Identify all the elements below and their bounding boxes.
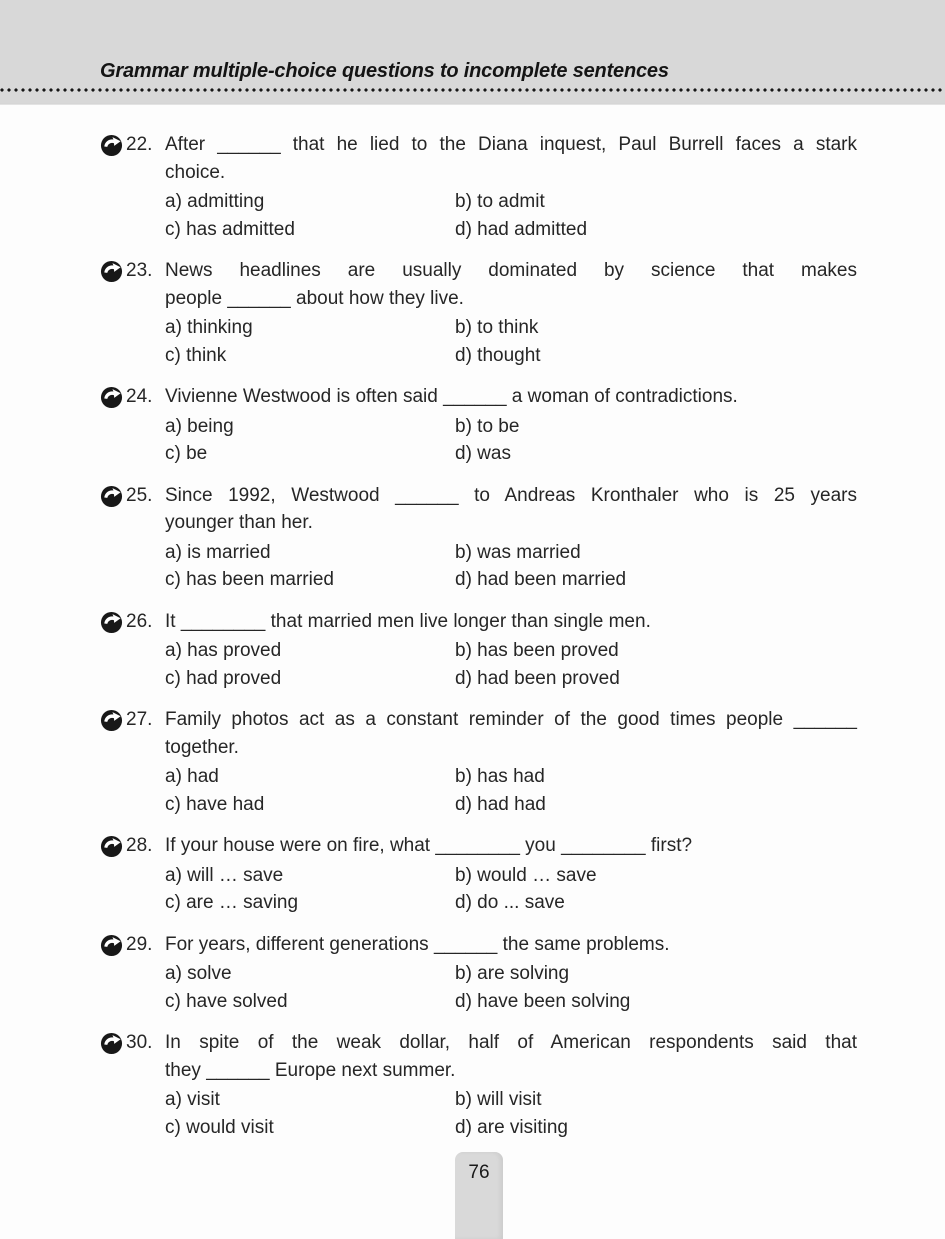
option-d: d) are visiting (455, 1116, 568, 1138)
option-c: c) have had (165, 793, 265, 815)
question-29 (100, 931, 857, 1016)
options-grid (165, 314, 857, 369)
option-c: c) be (165, 443, 208, 464)
question-line: If your house were on fire, what ________ you ________ first? (165, 835, 693, 856)
option-b: b) to admit (455, 191, 545, 212)
options-grid (165, 763, 857, 818)
circular-arrow-icon (100, 257, 126, 283)
question-text (165, 383, 857, 411)
header-shadow (0, 103, 945, 105)
question-number: 24. (126, 386, 153, 407)
question-line: younger than her. (165, 512, 313, 533)
option-d: d) have been solving (455, 990, 631, 1012)
circular-arrow-icon (100, 482, 126, 508)
circular-arrow-icon (100, 706, 126, 732)
option-d: d) was (455, 443, 511, 464)
circular-arrow-icon (100, 608, 126, 634)
question-line: Family photos act as a constant reminder of the good times people ______ (165, 709, 857, 730)
option-a: a) solve (165, 963, 232, 984)
options-grid (165, 1086, 857, 1141)
question-number: 29. (126, 933, 153, 955)
options-grid (165, 862, 857, 917)
dotted-divider (0, 88, 945, 92)
circular-arrow-icon (100, 1029, 126, 1055)
question-number: 28. (126, 835, 153, 856)
question-text (165, 706, 857, 761)
question-line: News headlines are usually dominated by science that makes (165, 260, 857, 281)
question-number: 27. (126, 709, 153, 730)
question-text (165, 608, 857, 636)
question-line: Since 1992, Westwood ______ to Andreas Kronthaler who is 25 years (165, 484, 857, 506)
question-22 (100, 131, 857, 243)
page-number: 76 (468, 1162, 490, 1183)
question-text (165, 131, 857, 186)
option-a: a) is married (165, 541, 271, 563)
option-a: a) thinking (165, 317, 253, 338)
question-line: After ______ that he lied to the Diana inquest, Paul Burrell faces a stark (165, 134, 857, 155)
question-23 (100, 257, 857, 369)
question-number: 22. (126, 134, 153, 155)
question-number: 25. (126, 484, 153, 506)
question-line: they ______ Europe next summer. (165, 1059, 456, 1081)
question-line: choice. (165, 161, 226, 183)
circular-arrow-icon (100, 832, 126, 858)
option-d: d) had admitted (455, 218, 588, 240)
question-line: For years, different generations ______ the same problems. (165, 933, 670, 955)
question-24 (100, 383, 857, 468)
option-c: c) had proved (165, 667, 282, 689)
option-b: b) was married (455, 541, 581, 563)
option-d: d) had been married (455, 569, 627, 590)
option-d: d) thought (455, 344, 541, 366)
question-30 (100, 1029, 857, 1141)
option-a: a) has proved (165, 640, 282, 661)
option-a: a) admitting (165, 191, 265, 212)
question-number: 23. (126, 260, 153, 281)
option-b: b) to think (455, 317, 539, 338)
option-a: a) will … save (165, 864, 284, 886)
options-grid (165, 539, 857, 594)
options-grid (165, 413, 857, 468)
question-line: In spite of the weak dollar, half of American respondents said that (165, 1032, 857, 1053)
option-d: d) do ... save (455, 892, 565, 913)
question-line: It ________ that married men live longer than single men. (165, 610, 651, 632)
option-b: b) has been proved (455, 640, 619, 661)
question-number: 30. (126, 1032, 153, 1053)
question-text (165, 832, 857, 860)
question-text (165, 257, 857, 312)
option-c: c) think (165, 344, 227, 366)
options-grid (165, 188, 857, 243)
question-line: people ______ about how they live. (165, 287, 464, 309)
question-25 (100, 482, 857, 594)
question-28 (100, 832, 857, 917)
question-line: together. (165, 736, 239, 758)
option-b: b) has had (455, 766, 545, 787)
option-b: b) to be (455, 415, 520, 437)
page-title: Grammar multiple-choice questions to incomplete sentences (100, 60, 669, 82)
question-text (165, 931, 857, 959)
option-c: c) would visit (165, 1116, 274, 1138)
question-text (165, 482, 857, 537)
circular-arrow-icon (100, 383, 126, 409)
option-c: c) are … saving (165, 892, 299, 913)
questions-list (0, 105, 945, 1141)
question-27 (100, 706, 857, 818)
option-c: c) have solved (165, 990, 288, 1012)
page-number-tab (455, 1152, 503, 1239)
question-26 (100, 608, 857, 693)
option-b: b) will visit (455, 1089, 542, 1110)
option-a: a) visit (165, 1089, 220, 1110)
option-c: c) has admitted (165, 218, 295, 240)
option-b: b) would … save (455, 864, 597, 886)
option-a: a) had (165, 766, 219, 787)
option-b: b) are solving (455, 963, 570, 984)
question-text (165, 1029, 857, 1084)
page-header (0, 0, 945, 105)
question-number: 26. (126, 610, 153, 632)
option-d: d) had been proved (455, 667, 620, 689)
option-c: c) has been married (165, 569, 334, 590)
options-grid (165, 960, 857, 1015)
option-a: a) being (165, 415, 234, 437)
question-line: Vivienne Westwood is often said ______ a woman of contradictions. (165, 386, 738, 407)
circular-arrow-icon (100, 931, 126, 957)
option-d: d) had had (455, 793, 546, 815)
options-grid (165, 637, 857, 692)
circular-arrow-icon (100, 131, 126, 157)
